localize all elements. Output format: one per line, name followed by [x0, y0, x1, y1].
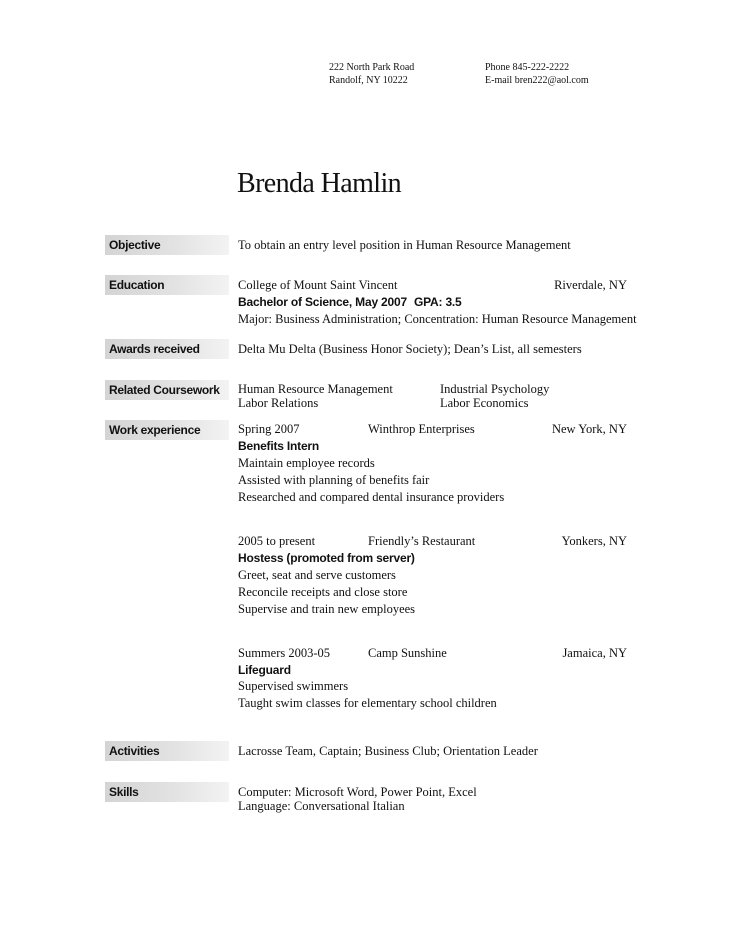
email-address: E-mail bren222@aol.com [485, 75, 589, 86]
job-duty: Researched and compared dental insurance providers [238, 490, 505, 504]
job-duty: Assisted with planning of benefits fair [238, 473, 430, 487]
job-duty: Reconcile receipts and close store [238, 585, 408, 599]
job-duty: Supervise and train new employees [238, 602, 416, 616]
job-duty: Taught swim classes for elementary school children [238, 696, 497, 710]
education-gpa: GPA: 3.5 [414, 295, 462, 309]
job-duty: Greet, seat and serve customers [238, 568, 396, 582]
coursework-item: Human Resource Management [238, 382, 393, 396]
section-label-education: Education [105, 275, 229, 295]
coursework-item: Labor Relations [238, 396, 319, 410]
job-location: Yonkers, NY [561, 534, 627, 548]
objective-text: To obtain an entry level position in Human Resource Management [238, 238, 571, 252]
coursework-item: Industrial Psychology [440, 382, 550, 396]
section-label-skills: Skills [105, 782, 229, 802]
address-street: 222 North Park Road [329, 62, 415, 73]
job-location: New York, NY [551, 422, 627, 436]
job-title: Hostess (promoted from server) [238, 551, 415, 565]
education-major: Major: Business Administration; Concentration: Human Resource Management [238, 312, 637, 326]
job-title: Lifeguard [238, 663, 291, 677]
skills-language: Language: Conversational Italian [238, 799, 405, 813]
section-label-activities: Activities [105, 741, 229, 761]
job-duty: Maintain employee records [238, 456, 375, 470]
job-employer: Camp Sunshine [368, 646, 447, 660]
activities-text: Lacrosse Team, Captain; Business Club; Orientation Leader [238, 744, 538, 758]
section-label-work: Work experience [105, 420, 229, 440]
job-location: Jamaica, NY [562, 646, 627, 660]
job-employer: Friendly’s Restaurant [368, 534, 476, 548]
coursework-item: Labor Economics [440, 396, 529, 410]
education-degree: Bachelor of Science, May 2007 [238, 295, 407, 309]
job-duty: Supervised swimmers [238, 679, 349, 693]
awards-text: Delta Mu Delta (Business Honor Society); Dean’s List, all semesters [238, 342, 582, 356]
skills-computer: Computer: Microsoft Word, Power Point, Excel [238, 785, 477, 799]
section-label-coursework: Related Coursework [105, 380, 229, 400]
section-label-objective: Objective [105, 235, 229, 255]
address-city: Randolf, NY 10222 [329, 75, 408, 86]
section-label-awards: Awards received [105, 339, 229, 359]
job-date: Spring 2007 [238, 422, 300, 436]
job-date: 2005 to present [238, 534, 316, 548]
phone-number: Phone 845-222-2222 [485, 62, 570, 73]
job-title: Benefits Intern [238, 439, 320, 453]
job-employer: Winthrop Enterprises [368, 422, 475, 436]
education-location: Riverdale, NY [554, 278, 627, 292]
resume-name: Brenda Hamlin [237, 168, 402, 199]
job-date: Summers 2003-05 [238, 646, 331, 660]
education-school: College of Mount Saint Vincent [238, 278, 398, 292]
